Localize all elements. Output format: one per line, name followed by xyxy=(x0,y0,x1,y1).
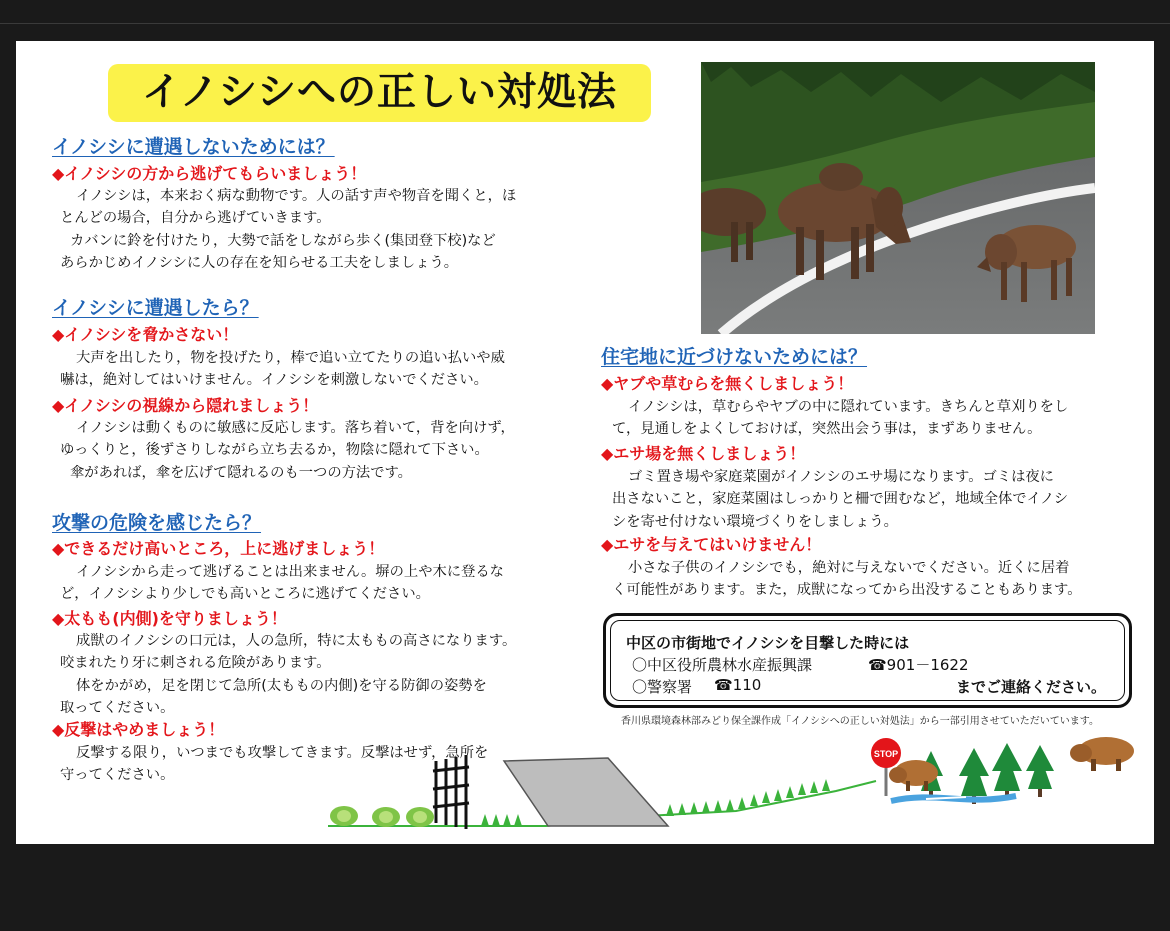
text-block-hide xyxy=(60,417,515,484)
text-line: シを寄せ付けない環境づくりをしましょう。 xyxy=(612,513,898,530)
contact-office-name: 〇中区役所農林水産振興課 xyxy=(632,656,813,674)
text-line: 小さな子供のイノシシでも，絶対に与えないでください。近くに居着 xyxy=(628,560,1070,576)
text-line: 守ってください。 xyxy=(60,767,175,784)
text-block-bushes xyxy=(612,396,1068,441)
text-line: カバンに鈴を付けたり，大勢で話をしながら歩く(集団登下校)など xyxy=(70,232,496,249)
text-line: ど，イノシシより少しでも高いところに逃げてください。 xyxy=(60,586,430,603)
cabbage-icon xyxy=(372,807,400,827)
tree-icon xyxy=(992,743,1022,799)
contact-title: 中区の市街地でイノシシを目撃した時には xyxy=(626,634,910,652)
text-line: 傘があれば，傘を広げて隠れるのも一つの方法です。 xyxy=(70,464,412,481)
contact-box xyxy=(603,613,1132,708)
text-block-do-not-startle xyxy=(60,347,505,392)
text-line: ゆっくりと，後ずさりしながら立ち去るか，物陰に隠れて下さい。 xyxy=(60,442,489,459)
text-line: あらかじめイノシシに人の存在を知らせる工夫をしましょう。 xyxy=(60,254,459,271)
text-line: ゴミ置き場や家庭菜園がイノシシのエサ場になります。ゴミは夜に xyxy=(628,469,1054,485)
title-banner xyxy=(108,64,651,122)
subheading-remove-feeding-areas: ◆エサ場を無くしましょう！ xyxy=(601,444,806,463)
section-heading-keep-away-residential: 住宅地に近づけないためには？ xyxy=(601,346,868,368)
text-block-avoid xyxy=(60,185,516,274)
text-block-thighs xyxy=(60,630,516,719)
contact-office-phone: ☎901－1622 xyxy=(868,656,969,674)
section-heading-if-encountered: イノシシに遭遇したら？ xyxy=(52,297,259,319)
subheading-climb-high: ◆できるだけ高いところ，上に逃げましょう！ xyxy=(52,539,385,558)
subheading-let-them-flee: ◆イノシシの方から逃げてもらいましょう！ xyxy=(52,164,367,183)
wild-boar-photo xyxy=(701,62,1095,334)
text-block-climb xyxy=(60,561,504,606)
text-line: イノシシから走って逃げることは出来ません。塀の上や木に登るな xyxy=(76,564,504,580)
tree-icon xyxy=(959,748,989,804)
text-line: 体をかがめ，足を閉じて急所(太ももの内側)を守る防御の姿勢を xyxy=(76,677,487,694)
contact-closing: までご連絡ください。 xyxy=(956,678,1107,696)
top-divider xyxy=(0,23,1170,24)
source-credit: 香川県環境森林部みどり保全課作成「イノシシへの正しい対処法」から一部引用させていただいています。 xyxy=(621,716,1099,727)
page-title: イノシシへの正しい対処法 xyxy=(141,70,618,115)
text-line: イノシシは，本来おく病な動物です。人の話す声や物音を聞くと，ほ xyxy=(76,188,517,204)
text-block-do-not-feed xyxy=(612,557,1082,602)
text-line: 大声を出したり，物を投げたり，棒で追い立てたりの追い払いや威 xyxy=(76,350,505,366)
text-line: 成獣のイノシシの口元は，人の急所，特に太ももの高さになります。 xyxy=(76,633,517,649)
wall-slope xyxy=(504,758,668,826)
bottom-illustration xyxy=(316,731,1154,844)
subheading-remove-bushes: ◆ヤブや草むらを無くしましょう！ xyxy=(601,374,854,393)
cabbage-icon xyxy=(330,806,358,826)
text-line: 咬まれたり牙に刺される危険があります。 xyxy=(60,655,331,672)
text-line: イノシシは，草むらやヤブの中に隠れています。きちんと草刈りをし xyxy=(628,399,1069,415)
subheading-no-counterattack: ◆反撃はやめましょう！ xyxy=(52,720,225,739)
tree-icon xyxy=(1026,745,1054,797)
cabbage-icon xyxy=(406,807,434,827)
text-line: 反撃する限り，いつまでも攻撃してきます。反撃はせず，急所を xyxy=(76,745,489,761)
contact-police-name: 〇警察署 xyxy=(632,678,693,696)
text-block-feeding-areas xyxy=(612,466,1068,533)
subheading-protect-thighs: ◆太もも(内側)を守りましょう！ xyxy=(52,609,287,628)
text-line: 出さないこと，家庭菜園はしっかりと柵で囲むなど，地域全体でイノシ xyxy=(612,491,1069,508)
section-heading-avoid-encounter: イノシシに遭遇しないためには？ xyxy=(52,136,335,158)
fence-icon xyxy=(433,755,469,829)
text-line: イノシシは動くものに敏感に反応します。落ち着いて，背を向けず， xyxy=(76,420,515,436)
section-heading-danger-of-attack: 攻撃の危険を感じたら？ xyxy=(52,512,262,534)
stop-sign-label: STOP xyxy=(873,749,899,759)
subheading-do-not-feed: ◆エサを与えてはいけません！ xyxy=(601,535,822,554)
subheading-do-not-startle: ◆イノシシを脅かさない！ xyxy=(52,325,239,344)
text-line: く可能性があります。また，成獣になってから出没することもあります。 xyxy=(612,582,1082,599)
flyer-page xyxy=(16,41,1154,844)
boar-icon xyxy=(1070,737,1134,771)
subheading-hide-from-view: ◆イノシシの視線から隠れましょう！ xyxy=(52,396,319,415)
text-line: とんどの場合，自分から逃げていきます。 xyxy=(60,210,331,227)
text-line: 取ってください。 xyxy=(60,699,175,716)
contact-police-phone: ☎110 xyxy=(714,676,762,694)
text-line: て，見通しをよくしておけば，突然出会う事は，まずありません。 xyxy=(612,421,1042,438)
text-line: 嚇は，絶対してはいけません。イノシシを刺激しないでください。 xyxy=(60,372,488,389)
